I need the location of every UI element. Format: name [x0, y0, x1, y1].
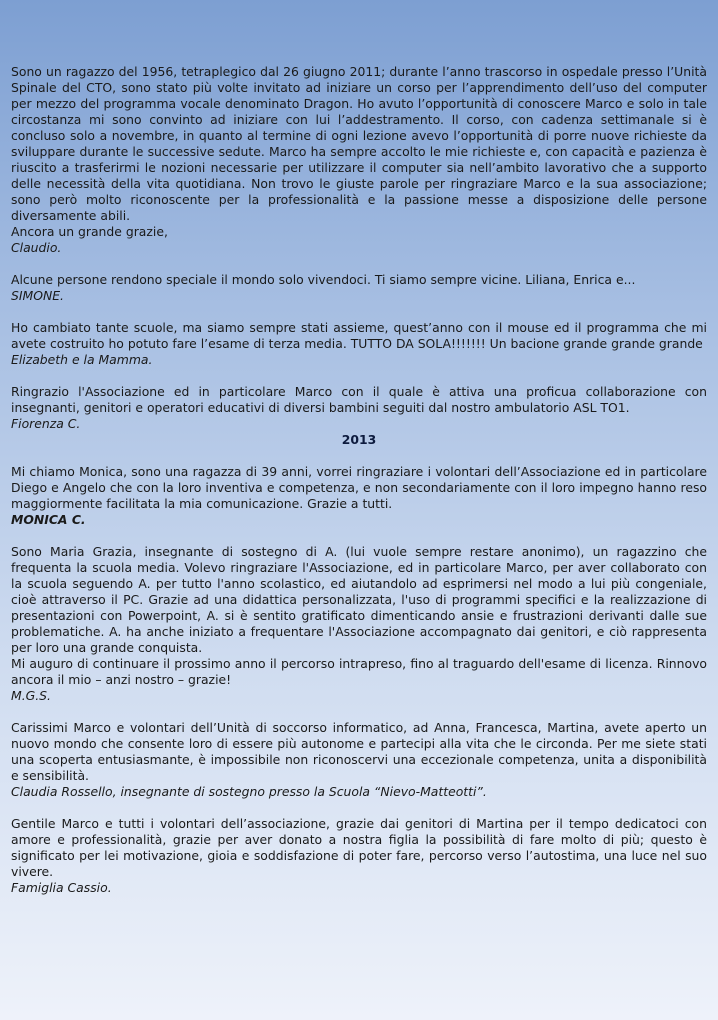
letter-body: Carissimi Marco e volontari dell’Unità di soccorso informatico, ad Anna, Francesca, Martina, avete aperto un nuovo mondo che consente loro di essere più autonome e partecipi alla vita che le circonda. Per me siete stati una scoperta entusiasmante, è impossibile non riconoscervi una eccezionale competenza, unita a disponibilità e sensibilità. [11, 720, 707, 783]
letter-closing: Mi auguro di continuare il prossimo anno il percorso intrapreso, fino al traguardo dell'esame di licenza. Rinnovo ancora il mio – anzi nostro – grazie! [11, 656, 707, 687]
year-heading: 2013 [341, 432, 377, 447]
letter-signature: Claudia Rossello, insegnante di sostegno presso la Scuola “Nievo-Matteotti”. [11, 784, 487, 799]
letter-claudia-rossello [11, 720, 707, 800]
letter-maria-grazia [11, 544, 707, 704]
letter-signature: Famiglia Cassio. [11, 880, 112, 895]
letter-body: Mi chiamo Monica, sono una ragazza di 39 anni, vorrei ringraziare i volontari dell’Associazione ed in particolare Diego e Angelo che con la loro inventiva e competenza, e non secondariamente con il loro impegno hanno reso maggiormente facilitata la mia comunicazione. Grazie a tutti. [11, 464, 707, 511]
letter-elizabeth [11, 320, 707, 368]
letter-simone [11, 272, 707, 304]
letter-signature: SIMONE. [11, 288, 64, 303]
letter-signature: MONICA C. [11, 512, 86, 527]
letter-body: Ho cambiato tante scuole, ma siamo sempre stati assieme, quest’anno con il mouse ed il programma che mi avete costruito ho potuto fare l’esame di terza media. TUTTO DA SOLA!!!!!!! Un bacione grande grande grande [11, 320, 707, 351]
letter-signature: Fiorenza C. [11, 416, 81, 431]
letter-body: Sono un ragazzo del 1956, tetraplegico dal 26 giugno 2011; durante l’anno trascorso in ospedale presso l’Unità Spinale del CTO, sono stato più volte invitato ad iniziare un corso per l’apprendimento dell’uso del computer per mezzo del programma vocale denominato Dragon. Ho avuto l’opportunità di conoscere Marco e solo in tale circostanza mi sono convinto ad iniziare con lui l’addestramento. Il corso, con cadenza settimanale si è concluso solo a novembre, in quanto al termine di ogni lezione avevo l’opportunità di porre nuove richieste da sviluppare durante le successive sedute. Marco ha sempre accolto le mie richieste e, con capacità e pazienza è riuscito a trasferirmi le nozioni necessarie per utilizzare il computer sia nell’ambito lavorativo che a supporto delle necessità della vita quotidiana. Non trovo le giuste parole per ringraziare Marco e la sua associazione; sono però molto riconoscente per la professionalità e la passione messe a disposizione delle persone diversamente abili. [11, 64, 707, 223]
letter-monica [11, 464, 707, 528]
letter-famiglia-cassio [11, 816, 707, 896]
letter-closing: Ancora un grande grazie, [11, 224, 168, 239]
letter-signature: Elizabeth e la Mamma. [11, 352, 153, 367]
letter-fiorenza [11, 384, 707, 432]
letter-signature: M.G.S. [11, 688, 51, 703]
letter-body: Gentile Marco e tutti i volontari dell’associazione, grazie dai genitori di Martina per il tempo dedicatoci con amore e professionalità, grazie per aver donato a nostra figlia la possibilità di fare molto di più; questo è significato per lei motivazione, gioia e soddisfazione di poter fare, percorso verso l’autostima, una luce nel suo vivere. [11, 816, 707, 879]
letter-body: Sono Maria Grazia, insegnante di sostegno di A. (lui vuole sempre restare anonimo), un ragazzino che frequenta la scuola media. Volevo ringraziare l'Associazione, ed in particolare Marco, per aver collaborato con la scuola seguendo A. per tutto l'anno scolastico, ed aiutandolo ad esprimersi nel modo a lui più congeniale, cioè attraverso il PC. Grazie ad una didattica personalizzata, l'uso di programmi specifici e la realizzazione di presentazioni con Powerpoint, A. si è sentito gratificato dimenticando ansie e frustrazioni derivanti dalle sue problematiche. A. ha anche iniziato a frequentare l'Associazione accompagnato dai genitori, e ciò rappresenta per loro una grande conquista. [11, 544, 707, 655]
letter-body: Alcune persone rendono speciale il mondo solo vivendoci. Ti siamo sempre vicine. Liliana, Enrica e... [11, 272, 636, 287]
letter-body: Ringrazio l'Associazione ed in particolare Marco con il quale è attiva una proficua collaborazione con insegnanti, genitori e operatori educativi di diversi bambini seguiti dal nostro ambulatorio ASL TO1. [11, 384, 707, 415]
letter-claudio [11, 64, 707, 256]
letter-signature: Claudio. [11, 240, 62, 255]
